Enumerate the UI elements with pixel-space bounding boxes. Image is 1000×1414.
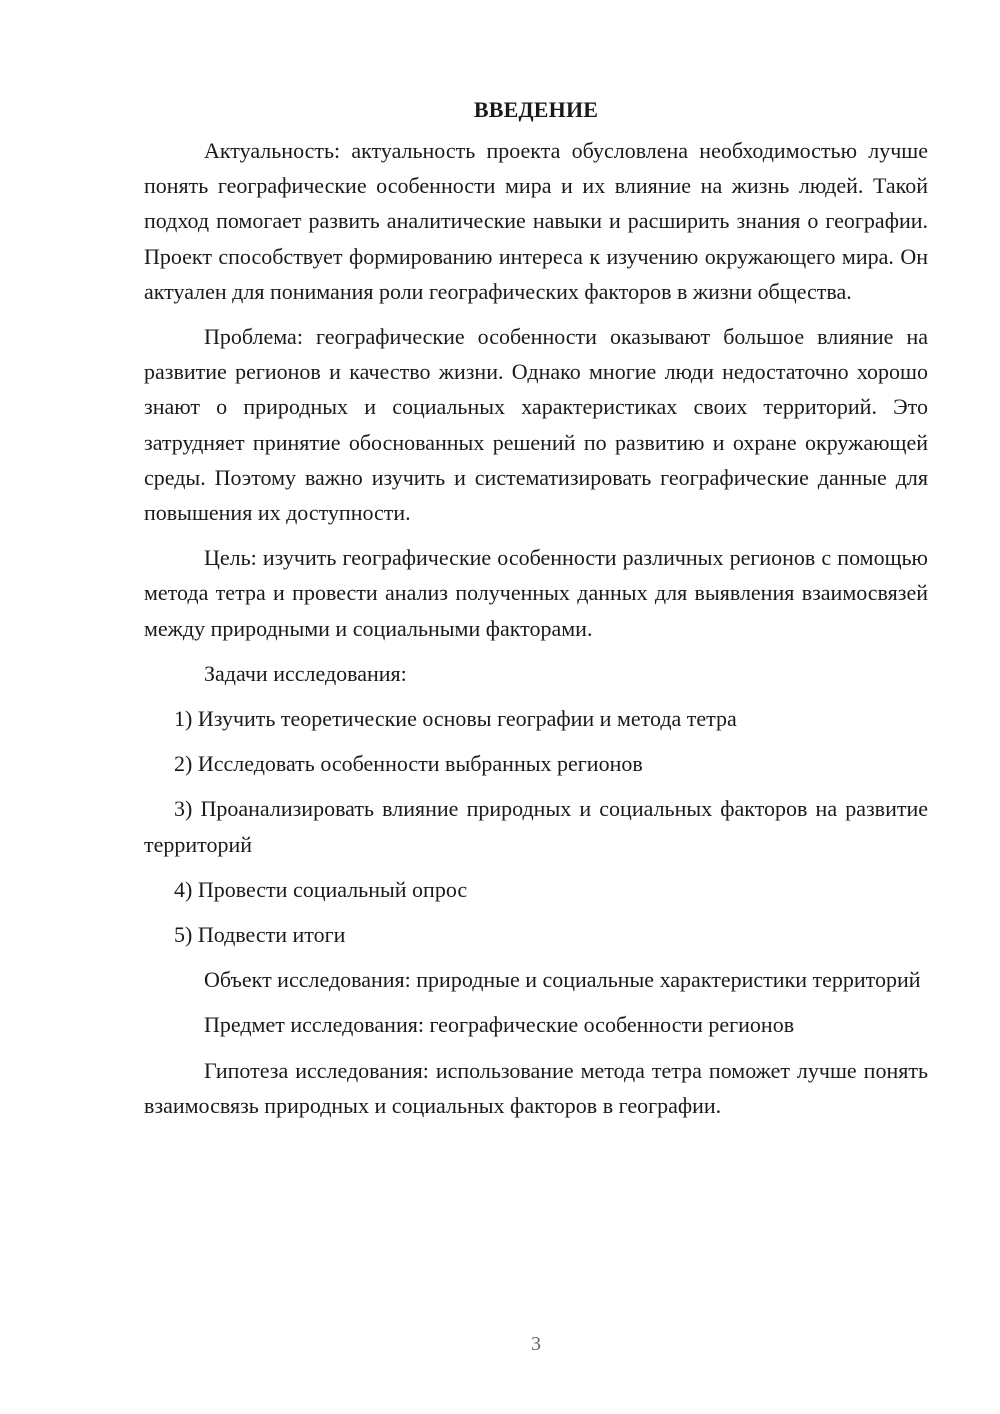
tasks-heading: Задачи исследования: xyxy=(204,660,407,686)
task-item-4: 4) Провести социальный опрос xyxy=(174,876,468,902)
task-item-2: 2) Исследовать особенности выбранных регионов xyxy=(174,751,643,777)
subject-paragraph: Предмет исследования: географические особенности регионов xyxy=(204,1012,795,1038)
section-title: ВВЕДЕНИЕ xyxy=(473,97,599,122)
tasks-list xyxy=(144,701,928,952)
problem-paragraph: Проблема: географические особенности оказывают большое влияние на развитие регионов и качество жизни. Однако многие люди недостаточно хорошо знают о природных и социальных характеристиках своих территорий. Это затрудняет принятие обоснованных решений по развитию и охране окружающей среды. Поэтому важно изучить и систематизировать географические данные для повышения их доступности. xyxy=(144,324,928,526)
task-item-1: 1) Изучить теоретические основы географии и метода тетра xyxy=(174,706,737,732)
document-page xyxy=(144,92,928,1133)
goal-paragraph: Цель: изучить географические особенности различных регионов с помощью метода тетра и провести анализ полученных данных для выявления взаимосвязей между природными и социальными факторами. xyxy=(144,545,928,641)
hypothesis-paragraph: Гипотеза исследования: использование метода тетра поможет лучше понять взаимосвязь природных и социальных факторов в географии. xyxy=(144,1057,928,1118)
object-paragraph: Объект исследования: природные и социальные характеристики территорий xyxy=(204,967,921,993)
relevance-paragraph: Актуальность: актуальность проекта обусловлена необходимостью лучше понять географические особенности мира и их влияние на жизнь людей. Такой подход помогает развить аналитические навыки и расширить знания о географии. Проект способствует формированию интереса к изучению окружающего мира. Он актуален для понимания роли географических факторов в жизни общества. xyxy=(144,138,928,304)
task-item-5: 5) Подвести итоги xyxy=(174,922,346,948)
task-item-3: 3) Проанализировать влияние природных и социальных факторов на развитие территорий xyxy=(144,796,928,857)
page-number: 3 xyxy=(531,1333,541,1355)
